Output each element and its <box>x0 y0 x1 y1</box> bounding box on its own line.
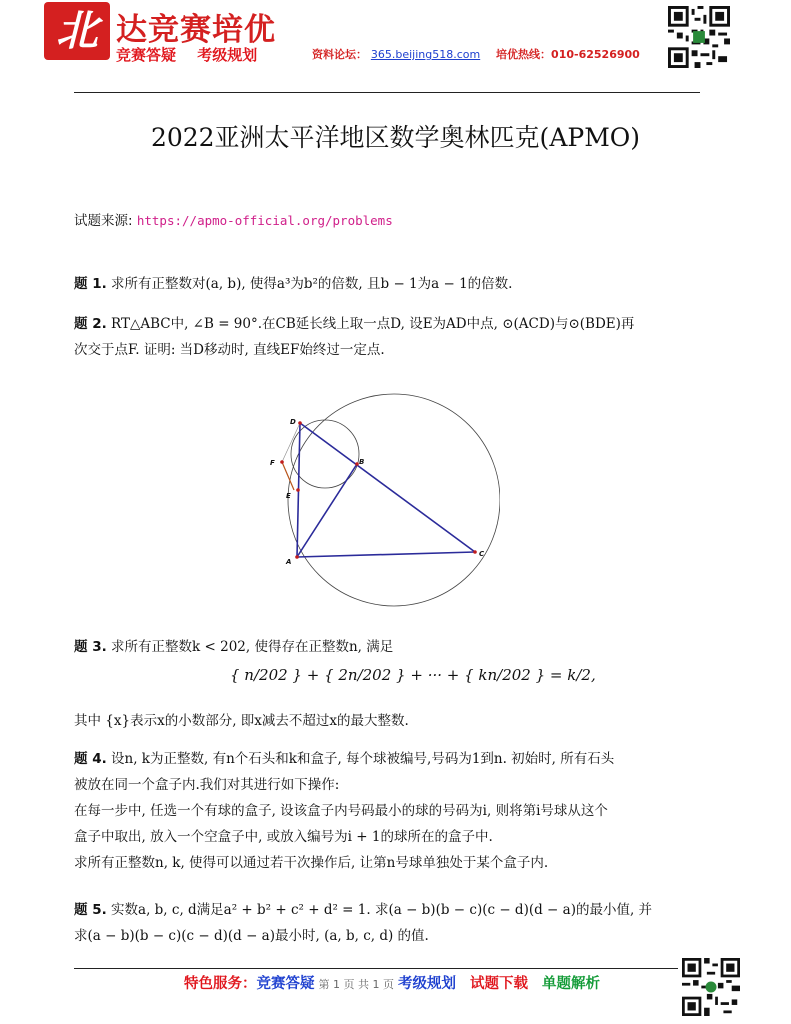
brand-name: 达竞赛培优 <box>116 12 276 48</box>
source-line <box>74 209 393 229</box>
geometry-figure <box>260 386 500 612</box>
source-label: 试题来源: <box>74 213 133 229</box>
problem-4-line-3: 在每一步中, 任选一个有球的盒子, 设该盒子内号码最小的球的号码为i, 则将第i号球从这个 <box>74 803 608 819</box>
label-E: E <box>286 492 291 500</box>
point-C <box>473 550 477 554</box>
forum-link[interactable]: 365.beijing518.com <box>370 48 481 61</box>
footer-rule <box>74 968 678 969</box>
label-C: C <box>479 550 485 558</box>
problem-4-line-5: 求所有正整数n, k, 使得可以通过若干次操作后, 让第n号球单独处于某个盒子内. <box>74 855 549 871</box>
segment-AC <box>297 552 475 557</box>
label-B: B <box>359 458 365 466</box>
footer-item-analysis[interactable]: 单题解析 <box>541 976 600 992</box>
problem-2-line-1: RT△ABC中, ∠B = 90°.在CB延长线上取一点D, 设E为AD中点, ⊙(ACD)与⊙(BDE)再 <box>111 316 635 332</box>
segment-FE <box>282 462 294 490</box>
point-A <box>295 555 299 559</box>
footer-service-label: 特色服务： <box>184 976 257 992</box>
slogan-left: 竞赛答疑 <box>116 46 177 64</box>
problem-4 <box>74 746 714 876</box>
problem-5-line-1: 实数a, b, c, d满足a² + b² + c² + d² = 1. 求(a − b)(b − c)(c − d)(d − a)的最小值, 并 <box>111 902 653 918</box>
logo-icon: 北 <box>44 2 110 60</box>
large-circle <box>288 394 500 606</box>
qr-code-icon <box>682 958 740 1016</box>
problem-5 <box>74 897 714 949</box>
point-E <box>296 488 300 492</box>
problem-3-text: 求所有正整数k < 202, 使得存在正整数n, 满足 <box>111 639 394 655</box>
problem-1-text: 求所有正整数对(a, b), 使得a³为b²的倍数, 且b − 1为a − 1的倍数. <box>111 276 513 292</box>
problem-3-note-text: 其中 {x}表示x的小数部分, 即x减去不超过x的最大整数. <box>74 713 409 729</box>
segment-DC <box>300 423 475 552</box>
problem-1-label: 题 1. <box>74 276 107 292</box>
problem-3-label: 题 3. <box>74 639 107 655</box>
page-number: 第 1 页 共 1 页 <box>318 978 394 991</box>
forum-label: 资料论坛： <box>312 48 367 61</box>
label-A: A <box>286 558 292 566</box>
slogan-right: 考级规划 <box>197 46 258 64</box>
footer-item-planning[interactable]: 考级规划 <box>397 976 456 992</box>
problem-2-label: 题 2. <box>74 316 107 332</box>
slogan <box>116 44 257 65</box>
problem-1 <box>74 271 714 297</box>
problem-4-label: 题 4. <box>74 751 107 767</box>
problem-5-label: 题 5. <box>74 902 107 918</box>
point-D <box>298 421 302 425</box>
problem-4-line-1: 设n, k为正整数, 有n个石头和k和盒子, 每个球被编号,号码为1到n. 初始时, 所有石头 <box>111 751 615 767</box>
footer-item-download[interactable]: 试题下载 <box>469 976 528 992</box>
hotline: 培优热线：010-62526900 <box>496 48 640 61</box>
footer <box>184 972 600 993</box>
qr-code-icon <box>668 6 730 68</box>
label-D: D <box>290 418 296 426</box>
header <box>0 0 791 92</box>
problem-2-line-2: 次交于点F. 证明: 当D移动时, 直线EF始终过一定点. <box>74 342 385 358</box>
page-title: 2022亚洲太平洋地区数学奥林匹克(APMO) <box>150 123 641 152</box>
point-F <box>280 460 284 464</box>
label-F: F <box>270 459 275 467</box>
problem-3 <box>74 634 714 660</box>
forum-info <box>312 46 640 62</box>
source-link[interactable]: https://apmo-official.org/problems <box>136 213 393 228</box>
footer-item-qa[interactable]: 竞赛答疑 <box>256 976 315 992</box>
problem-4-line-2: 被放在同一个盒子内.我们对其进行如下操作: <box>74 777 340 793</box>
problem-5-line-2: 求(a − b)(b − c)(c − d)(d − a)最小时, (a, b, c, d) 的值. <box>74 928 429 944</box>
header-rule <box>74 92 700 93</box>
problem-3-formula: { n/202 } + { 2n/202 } + ··· + { kn/202 } = k/2, <box>230 666 596 684</box>
segment-AB <box>297 464 357 557</box>
problem-3-note <box>74 708 714 734</box>
problem-2 <box>74 311 714 363</box>
problem-4-line-4: 盒子中取出, 放入一个空盒子中, 或放入编号为i + 1的球所在的盒子中. <box>74 829 493 845</box>
